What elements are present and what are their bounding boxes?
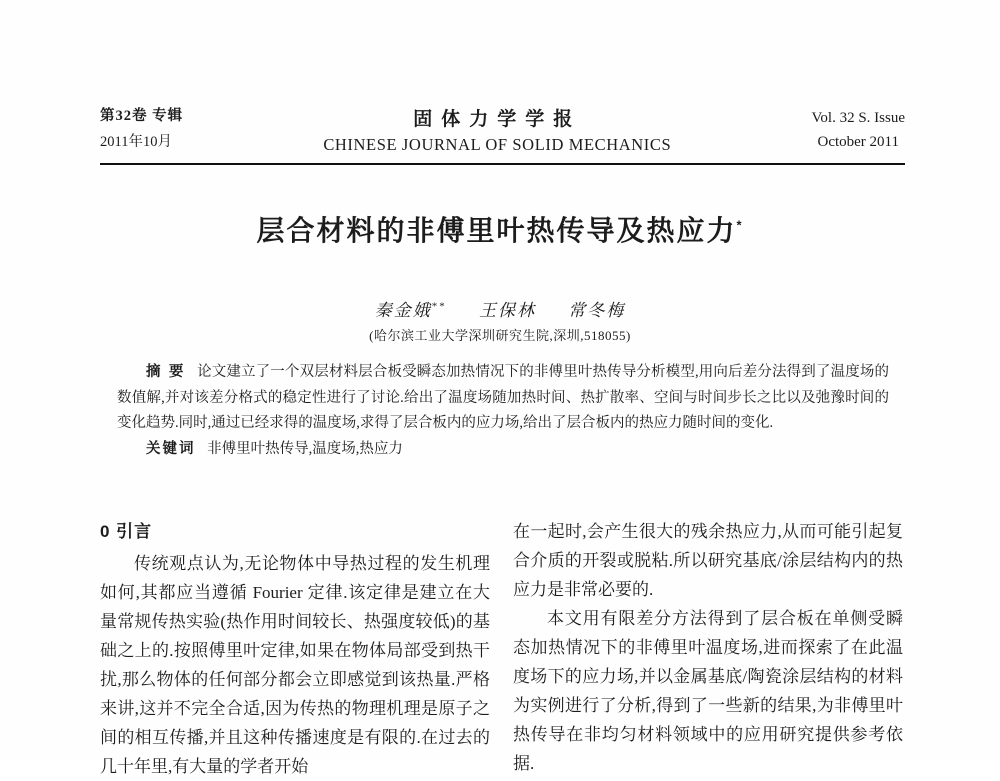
author [568,301,625,320]
journal-header [100,104,905,155]
body-paragraph: 本文用有限差分方法得到了层合板在单侧受瞬态加热情况下的非傅里叶温度场,进而探索了在此温度场下的应力场,并以金属基底/陶瓷涂层结构的材料为实例进行了分析,得到了一些新的结果,为非傅里叶热传导在非均匀材料领域中的应用研究提供参考依据. [513,609,903,773]
journal-title-cn: 固体力学学报 [413,109,582,130]
body-paragraph: 传统观点认为,无论物体中导热过程的发生机理如何,其都应当遵循 Fourier 定律.该定律是建立在大量常规传热实验(热作用时间较长、热强度较低)的基础之上的.按照傅里叶定律,如果在物体局部受到热干扰,那么物体的任何部分都会立即感觉到该热量.严格来讲,这并不完全合适,因为传热的物理机理是原子之间的相互传播,并且这种传播速度是有限的.在过去的几十年里,有大量的学者开始 [100,554,490,776]
issue-line: Vol. 32 S. Issue [811,109,905,126]
article-title-text: 层合材料的非傅里叶热传导及热应力 [256,214,737,246]
body-paragraph: 在一起时,会产生很大的残余热应力,从而可能引起复合介质的开裂或脱粘.所以研究基底/涂层结构内的热应力是非常必要的. [513,522,903,599]
left-column [100,517,490,781]
keywords-line [117,437,889,463]
right-column [513,517,903,781]
section-heading: 0 引言 [100,522,153,541]
author [375,301,447,320]
date-line-en: October 2011 [817,133,899,150]
title-footnote-mark: * [736,217,744,233]
volume-info [100,104,183,155]
journal-title-block [183,104,811,155]
author [479,301,536,320]
author-name: 常冬梅 [568,301,626,320]
abstract-block [117,360,889,462]
header-divider [100,163,905,165]
keywords-text: 非傅里叶热传导,温度场,热应力 [207,440,403,457]
affiliation: (哈尔滨工业大学深圳研究生院,深圳,518055) [369,328,631,343]
abstract-text: 论文建立了一个双层材料层合板受瞬态加热情况下的非傅里叶热传导分析模型,用向后差分法得到了温度场的数值解,并对该差分格式的稳定性进行了讨论.给出了温度场随加热时间、热扩散率、空间与时间步长之比以及弛豫时间的变化趋势.同时,通过已经求得的温度场,求得了层合板内的应力场,给出了层合板内的热应力随时间的变化. [117,364,889,431]
author-footnote-mark: ** [431,300,447,313]
keywords-label: 关键词 [146,440,196,457]
date-line-cn: 2011年10月 [100,133,172,150]
author-name: 王保林 [479,301,536,320]
body-columns [100,517,903,781]
abstract-paragraph [117,360,889,437]
abstract-label: 摘 要 [146,364,186,380]
author-name: 秦金娥 [374,301,432,320]
volume-line: 第32卷 专辑 [100,108,184,125]
article-title [0,209,1000,249]
issue-info [812,106,906,154]
author-line [0,296,1000,321]
journal-title-en: CHINESE JOURNAL OF SOLID MECHANICS [323,135,672,154]
